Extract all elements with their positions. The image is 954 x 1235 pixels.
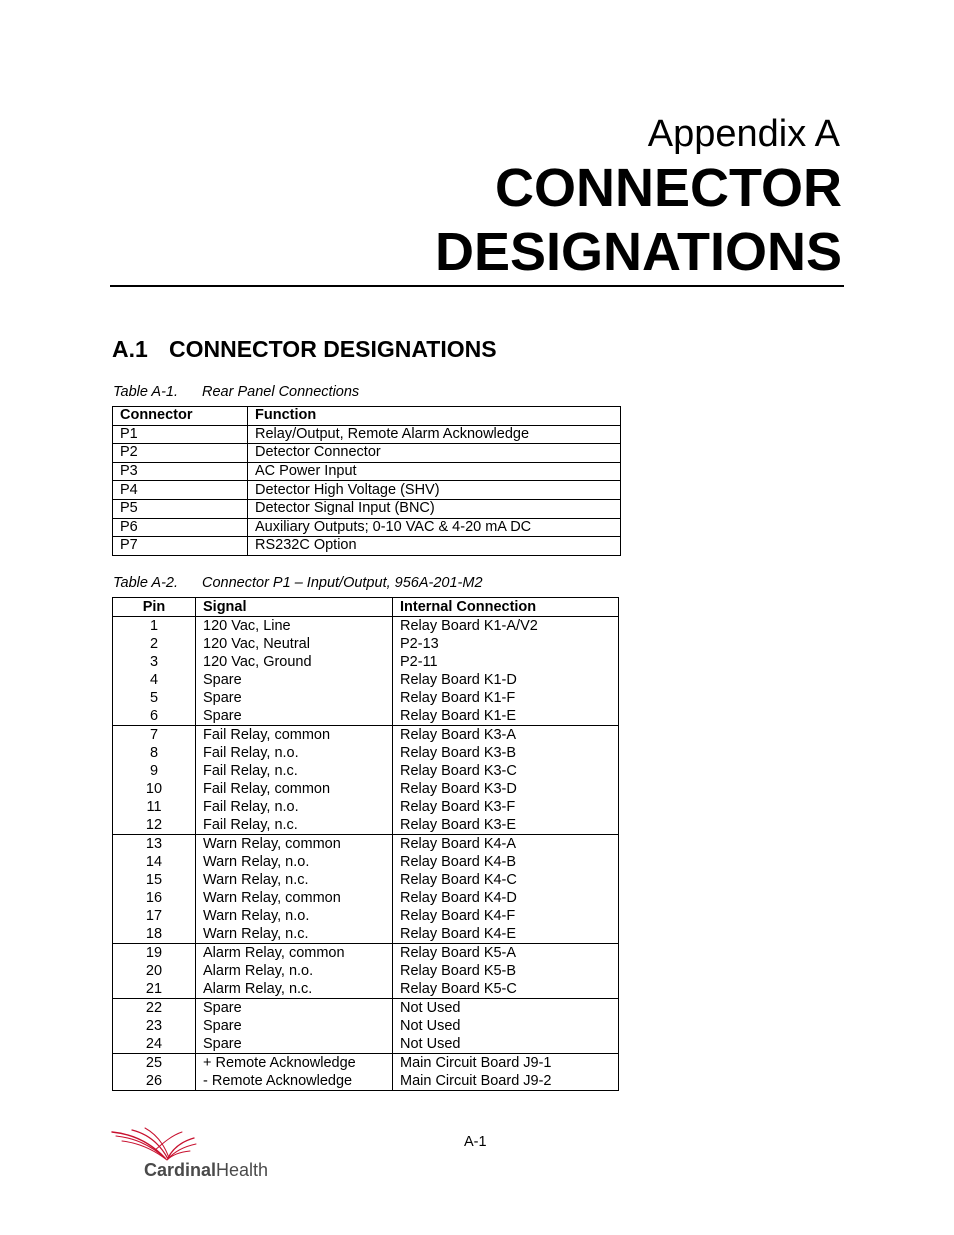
pin-cell: 7 (113, 726, 196, 745)
table-row (113, 871, 619, 889)
function-cell: Detector Signal Input (BNC) (248, 499, 621, 518)
table-row (113, 1072, 619, 1091)
table-a2-caption (113, 574, 483, 592)
table-row (113, 481, 621, 500)
table-row (113, 726, 619, 745)
table-a1-caption-text: Rear Panel Connections (202, 384, 360, 400)
table-row (113, 980, 619, 999)
table-row (113, 925, 619, 944)
signal-cell: Warn Relay, n.c. (196, 871, 393, 889)
signal-cell: Warn Relay, common (196, 889, 393, 907)
internal-connection-cell: Relay Board K5-B (393, 962, 619, 980)
table-row (113, 462, 621, 481)
internal-connection-cell: Main Circuit Board J9-2 (393, 1072, 619, 1091)
internal-connection-cell: Relay Board K4-B (393, 853, 619, 871)
signal-cell: 120 Vac, Neutral (196, 635, 393, 653)
table-header-row (113, 407, 621, 426)
internal-connection-cell: Relay Board K3-C (393, 762, 619, 780)
pin-cell: 19 (113, 944, 196, 963)
function-cell: Auxiliary Outputs; 0-10 VAC & 4-20 mA DC (248, 518, 621, 537)
connector-p1-table (112, 597, 619, 1091)
signal-cell: - Remote Acknowledge (196, 1072, 393, 1091)
table-row (113, 518, 621, 537)
signal-cell: Spare (196, 707, 393, 726)
function-cell: Detector High Voltage (SHV) (248, 481, 621, 500)
connector-cell: P5 (113, 499, 248, 518)
pin-cell: 21 (113, 980, 196, 999)
pin-cell: 9 (113, 762, 196, 780)
table-row (113, 653, 619, 671)
table-row (113, 1054, 619, 1073)
internal-connection-cell: Relay Board K3-D (393, 780, 619, 798)
internal-connection-cell: Not Used (393, 1035, 619, 1054)
logo-wordmark-health: Health (216, 1160, 269, 1180)
internal-connection-cell: Relay Board K4-D (393, 889, 619, 907)
table-row (113, 762, 619, 780)
function-cell: Detector Connector (248, 444, 621, 463)
signal-cell: Warn Relay, common (196, 835, 393, 854)
title-divider (110, 285, 844, 287)
table-a2-caption-label: Table A-2. (113, 575, 179, 591)
connector-cell: P1 (113, 425, 248, 444)
table-row (113, 816, 619, 835)
table-row (113, 617, 619, 636)
signal-cell: + Remote Acknowledge (196, 1054, 393, 1073)
table-row (113, 671, 619, 689)
pin-cell: 17 (113, 907, 196, 925)
column-header-signal: Signal (196, 598, 393, 617)
internal-connection-cell: Relay Board K1-A/V2 (393, 617, 619, 636)
pin-cell: 8 (113, 744, 196, 762)
column-header-function: Function (248, 407, 621, 426)
table-row (113, 635, 619, 653)
internal-connection-cell: Main Circuit Board J9-1 (393, 1054, 619, 1073)
table-row (113, 944, 619, 963)
signal-cell: Alarm Relay, common (196, 944, 393, 963)
table-row (113, 499, 621, 518)
table-row (113, 1035, 619, 1054)
pin-cell: 11 (113, 798, 196, 816)
pin-cell: 5 (113, 689, 196, 707)
internal-connection-cell: Relay Board K4-E (393, 925, 619, 944)
column-header-internal-connection: Internal Connection (393, 598, 619, 617)
table-row (113, 962, 619, 980)
pin-cell: 13 (113, 835, 196, 854)
signal-cell: Spare (196, 1017, 393, 1035)
function-cell: RS232C Option (248, 537, 621, 556)
pin-cell: 1 (113, 617, 196, 636)
table-row (113, 744, 619, 762)
pin-cell: 14 (113, 853, 196, 871)
signal-cell: Alarm Relay, n.c. (196, 980, 393, 999)
pin-cell: 12 (113, 816, 196, 835)
signal-cell: Alarm Relay, n.o. (196, 962, 393, 980)
table-header-row (113, 598, 619, 617)
function-cell: AC Power Input (248, 462, 621, 481)
internal-connection-cell: Relay Board K4-C (393, 871, 619, 889)
internal-connection-cell: Relay Board K3-F (393, 798, 619, 816)
table-row (113, 798, 619, 816)
pin-cell: 4 (113, 671, 196, 689)
internal-connection-cell: Relay Board K4-A (393, 835, 619, 854)
function-cell: Relay/Output, Remote Alarm Acknowledge (248, 425, 621, 444)
internal-connection-cell: Relay Board K4-F (393, 907, 619, 925)
column-header-pin: Pin (113, 598, 196, 617)
internal-connection-cell: Relay Board K3-E (393, 816, 619, 835)
rear-panel-connections-table (112, 406, 621, 556)
signal-cell: 120 Vac, Line (196, 617, 393, 636)
pin-cell: 6 (113, 707, 196, 726)
table-row (113, 907, 619, 925)
connector-cell: P3 (113, 462, 248, 481)
internal-connection-cell: Relay Board K1-E (393, 707, 619, 726)
logo-wordmark-cardinal: Cardinal (144, 1160, 217, 1180)
signal-cell: Fail Relay, n.o. (196, 798, 393, 816)
page-number: A-1 (464, 1134, 487, 1150)
table-a2-caption-text: Connector P1 – Input/Output, 956A-201-M2 (202, 575, 483, 591)
internal-connection-cell: Relay Board K3-B (393, 744, 619, 762)
internal-connection-cell: Relay Board K3-A (393, 726, 619, 745)
internal-connection-cell: P2-13 (393, 635, 619, 653)
internal-connection-cell: Not Used (393, 999, 619, 1018)
signal-cell: Spare (196, 1035, 393, 1054)
table-row (113, 537, 621, 556)
table-row (113, 835, 619, 854)
signal-cell: Spare (196, 689, 393, 707)
table-a1-caption (113, 383, 359, 401)
internal-connection-cell: Not Used (393, 1017, 619, 1035)
connector-cell: P6 (113, 518, 248, 537)
signal-cell: Warn Relay, n.o. (196, 853, 393, 871)
internal-connection-cell: Relay Board K1-D (393, 671, 619, 689)
table-row (113, 780, 619, 798)
column-header-connector: Connector (113, 407, 248, 426)
signal-cell: Warn Relay, n.o. (196, 907, 393, 925)
section-heading (112, 334, 497, 364)
table-row (113, 425, 621, 444)
pin-cell: 20 (113, 962, 196, 980)
table-row (113, 853, 619, 871)
pin-cell: 18 (113, 925, 196, 944)
page-title-line-2: DESIGNATIONS (434, 222, 842, 282)
table-row (113, 999, 619, 1018)
pin-cell: 15 (113, 871, 196, 889)
signal-cell: Spare (196, 671, 393, 689)
table-row (113, 444, 621, 463)
pin-cell: 25 (113, 1054, 196, 1073)
connector-cell: P4 (113, 481, 248, 500)
signal-cell: Spare (196, 999, 393, 1018)
section-number: A.1 (112, 336, 148, 362)
logo-wordmark (144, 1159, 268, 1181)
pin-cell: 16 (113, 889, 196, 907)
pin-cell: 22 (113, 999, 196, 1018)
pin-cell: 24 (113, 1035, 196, 1054)
pin-cell: 10 (113, 780, 196, 798)
signal-cell: Fail Relay, n.o. (196, 744, 393, 762)
signal-cell: 120 Vac, Ground (196, 653, 393, 671)
internal-connection-cell: Relay Board K1-F (393, 689, 619, 707)
table-row (113, 889, 619, 907)
table-row (113, 1017, 619, 1035)
table-row (113, 689, 619, 707)
internal-connection-cell: P2-11 (393, 653, 619, 671)
page-title (142, 156, 842, 284)
section-title: CONNECTOR DESIGNATIONS (169, 336, 497, 362)
pin-cell: 26 (113, 1072, 196, 1091)
cardinal-health-logo (110, 1126, 270, 1186)
signal-cell: Fail Relay, common (196, 726, 393, 745)
internal-connection-cell: Relay Board K5-A (393, 944, 619, 963)
table-row (113, 707, 619, 726)
signal-cell: Warn Relay, n.c. (196, 925, 393, 944)
appendix-label: Appendix A (647, 113, 840, 155)
signal-cell: Fail Relay, n.c. (196, 816, 393, 835)
pin-cell: 23 (113, 1017, 196, 1035)
connector-cell: P7 (113, 537, 248, 556)
connector-cell: P2 (113, 444, 248, 463)
signal-cell: Fail Relay, n.c. (196, 762, 393, 780)
pin-cell: 2 (113, 635, 196, 653)
internal-connection-cell: Relay Board K5-C (393, 980, 619, 999)
pin-cell: 3 (113, 653, 196, 671)
signal-cell: Fail Relay, common (196, 780, 393, 798)
page-title-line-1: CONNECTOR (494, 158, 842, 218)
table-a1-caption-label: Table A-1. (113, 384, 179, 400)
